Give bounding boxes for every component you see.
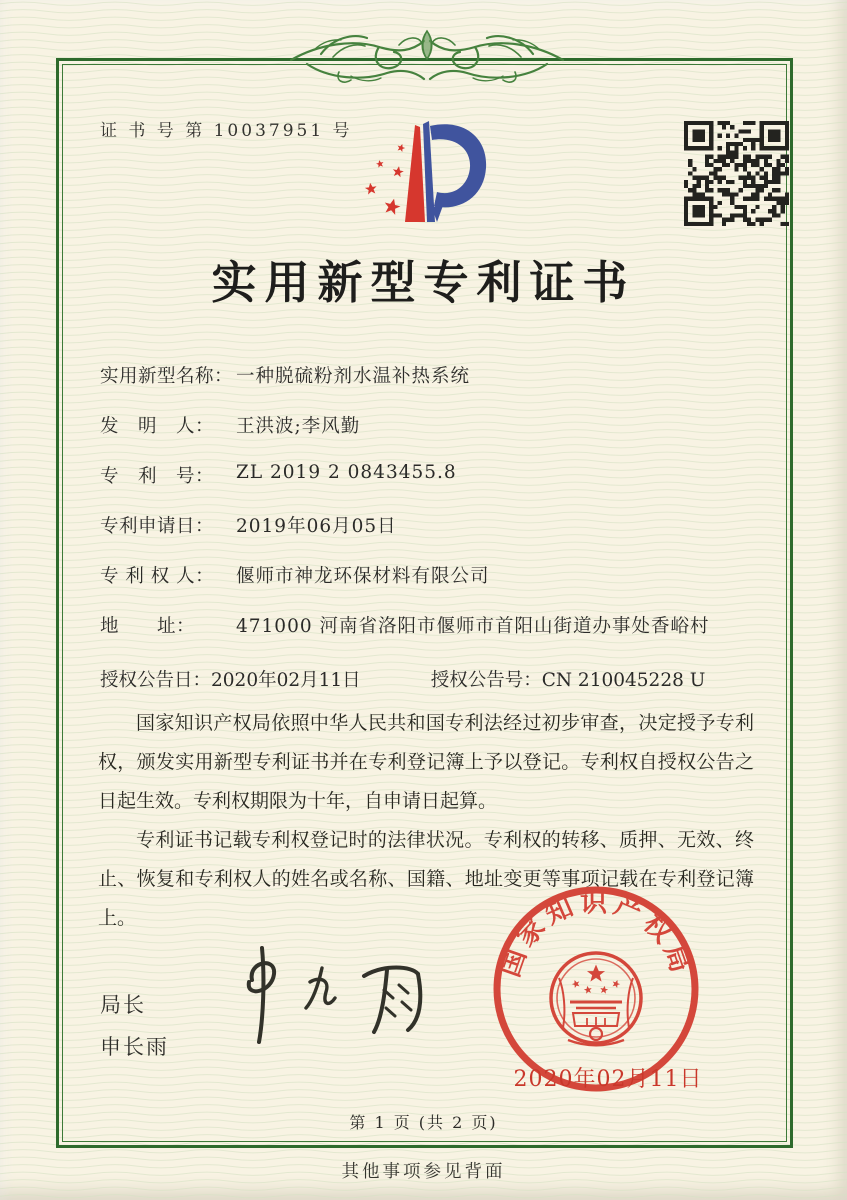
field-value: 471000 河南省洛阳市偃师市首阳山街道办事处香峪村 — [236, 616, 710, 637]
certificate-title: 实用新型专利证书 — [211, 256, 636, 309]
field-patent-number — [100, 462, 756, 512]
page-indicator: 第 1 页 (共 2 页) — [349, 1113, 498, 1132]
certificate-number: 证 书 号 第 10037951 号 — [100, 121, 353, 141]
field-label: 专 利 权 人： — [100, 566, 215, 587]
field-label: 地 址： — [100, 616, 196, 637]
field-value: 偃师市神龙环保材料有限公司 — [236, 566, 490, 587]
qr-code — [684, 121, 789, 226]
director-block — [100, 984, 169, 1068]
certificate-fields — [100, 362, 756, 662]
top-border-ornament-icon — [281, 26, 573, 92]
legal-paragraph-2: 专利证书记载专利权登记时的法律状况。专利权的转移、质押、无效、终止、恢复和专利权人的姓名或名称、国籍、地址变更等事项记载在专利登记簿上。 — [98, 829, 754, 929]
field-inventor — [100, 412, 756, 462]
grant-number-label: 授权公告号： — [430, 670, 542, 691]
field-label: 专利申请日： — [100, 516, 215, 537]
field-value: 王洪波;李风勤 — [236, 416, 361, 437]
field-label: 发 明 人： — [100, 416, 215, 437]
seal-circular-text: 国家知识产权局 — [494, 887, 698, 981]
field-utility-model-name — [100, 362, 756, 412]
grant-date-label: 授权公告日： — [100, 670, 212, 691]
director-name: 申长雨 — [100, 1035, 169, 1059]
director-signature-icon — [222, 940, 452, 1055]
grant-date-value: 2020年02月11日 — [211, 670, 361, 691]
national-emblem-icon — [551, 953, 641, 1045]
grant-row — [100, 666, 705, 692]
grant-number — [431, 666, 706, 692]
director-title: 局长 — [100, 993, 146, 1017]
grant-date — [100, 666, 361, 692]
field-value: 一种脱硫粉剂水温补热系统 — [236, 366, 471, 387]
field-label: 专 利 号： — [100, 466, 215, 487]
field-label: 实用新型名称： — [100, 366, 234, 387]
grant-number-value: CN 210045228 U — [541, 670, 706, 691]
field-patentee — [100, 562, 756, 612]
footer-note: 其他事项参见背面 — [341, 1162, 506, 1182]
field-address — [100, 612, 756, 662]
legal-paragraph-1: 国家知识产权局依照中华人民共和国专利法经过初步审查，决定授予专利权，颁发实用新型专利证书并在专利登记簿上予以登记。专利权自授权公告之日起生效。专利权期限为十年，自申请日起算。 — [98, 712, 754, 812]
field-value: 2019年06月05日 — [236, 516, 397, 537]
cnipa-logo-icon — [346, 110, 506, 238]
field-filing-date — [100, 512, 756, 562]
seal-date: 2020年02月11日 — [513, 1067, 703, 1092]
field-value: ZL 2019 2 0843455.8 — [236, 462, 457, 483]
